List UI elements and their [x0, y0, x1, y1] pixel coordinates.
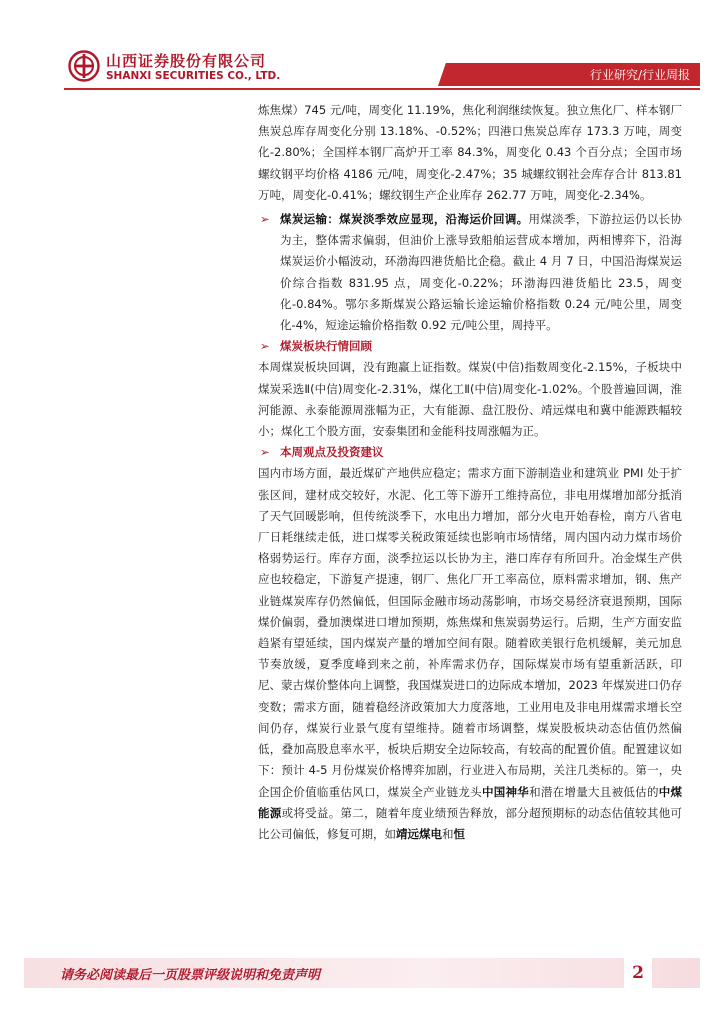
section-market-text: 本周煤炭板块回调，没有跑赢上证指数。煤炭(中信)指数周变化-2.15%，子板块中煤炭采选Ⅱ(中信)周变化-2.31%，煤化工Ⅱ(中信)周变化-1.02%。个股普遍回调，淮河能源、永泰能源周涨幅为正，大有能源、盘江股份、靖远煤电和冀中能源跌幅较小；煤化工个股方面，安泰集团和金能科技周涨幅为正。	[258, 360, 682, 439]
header-divider	[64, 88, 700, 90]
page-footer	[0, 950, 724, 994]
view-text-c: 或将受益。第二，随着年度业绩预告释放，部分超预期标的动态估值较其他可比公司偏低，修复可期，如	[258, 805, 683, 841]
section-transport	[258, 209, 682, 336]
paragraph-coking: 炼焦煤）745 元/吨，周变化 11.19%，焦化利润继续恢复。独立焦化厂、样本钢厂焦炭总库存周变化分别 13.18%、-0.52%；四港口焦炭总库存 173.3 万吨，周变化-2.80%；全国样本钢厂高炉开工率 84.3%，周变化 0.43 个百分点；全国市场螺纹钢平均价格 4186 元/吨，周变化-2.47%；35 城螺纹钢社会库存合计 813.81 万吨，周变化-0.41%；螺纹钢生产企业库存 262.77 万吨，周变化-2.34%。	[258, 103, 682, 202]
section-market-title: 煤炭板块行情回顾	[280, 339, 372, 354]
report-category: 行业研究/行业周报	[589, 68, 690, 82]
arrow-bullet-icon: ➢	[260, 212, 270, 227]
section-market-heading	[258, 336, 682, 357]
view-text-b: 和潜在增量大且被低估的	[529, 784, 659, 799]
arrow-bullet-icon: ➢	[260, 445, 270, 460]
keyword-jingyuan: 靖远煤电	[396, 826, 442, 841]
section-transport-lead: 煤炭运输：煤炭淡季效应显现，沿海运价回调。	[280, 212, 529, 227]
report-body	[258, 100, 682, 845]
view-text-d: 和	[442, 826, 454, 841]
shanxi-securities-logo-icon	[68, 50, 100, 82]
page-number: 2	[624, 958, 652, 988]
section-view-title: 本周观点及投资建议	[280, 445, 384, 460]
disclaimer-notice: 请务必阅读最后一页股票评级说明和免责声明	[60, 968, 321, 983]
section-view-text	[258, 463, 682, 845]
arrow-bullet-icon: ➢	[260, 339, 270, 354]
company-name-cn: 山西证券股份有限公司	[106, 52, 267, 70]
keyword-shenhua: 中国神华	[481, 784, 530, 799]
section-transport-text: 用煤淡季，下游拉运仍以长协为主，整体需求偏弱，但油价上涨导致船舶运营成本增加，两相博弈下，沿海煤炭运价小幅波动，环渤海四港货船比企稳。截止 4 月 7 日，中国沿海煤炭运价综合指数 831.95 点，周变化-0.22%；环渤海四港货船比 23.5，周变化-0.84%。鄂尔多斯煤炭公路运输长途运输价格指数 0.24 元/吨公里，周变化-4%，短途运输价格指数 0.92 元/吨公里，周持平。	[280, 212, 682, 333]
company-name-en: SHANXI SECURITIES CO., LTD.	[106, 70, 281, 82]
section-view-heading	[258, 442, 682, 463]
keyword-heng: 恒	[453, 826, 465, 841]
keyword-zhongmei: 中煤能源	[258, 784, 683, 820]
view-text-a: 国内市场方面，最近煤矿产地供应稳定；需求方面下游制造业和建筑业 PMI 处于扩张区间，建材成交较好，水泥、化工等下游开工维持高位，非电用煤增加部分抵消了天气回暖影响，但传统淡季下，水电出力增加，部分火电开始春检，南方八省电厂日耗继续走低，进口煤零关税政策延续也影响市场情绪，周内国内动力煤市场价格弱势运行。库存方面，淡季拉运以长协为主，港口库存有所回升。冶金煤生产供应也较稳定，下游复产提速，钢厂、焦化厂开工率高位，原料需求增加，钢、焦产业链煤炭库存仍然偏低，但国际金融市场动荡影响，市场交易经济衰退预期，国际煤价偏弱，叠加澳煤进口增加预期，炼焦煤和焦炭弱势运行。后期，生产方面安监趋紧有望延续，国内煤炭产量的增加空间有限。随着欧美银行危机缓解，美元加息节奏放缓，夏季度峰到来之前，补库需求仍存，国际煤炭市场有望重新活跃，印尼、蒙古煤价整体向上调整，我国煤炭进口的边际成本增加，2023 年煤炭进口仍存变数；需求方面，随着稳经济政策加大力度落地，工业用电及非电用煤需求增长空间仍存，煤炭行业景气度有望维持。随着市场调整，煤炭股板块动态估值仍然偏低，叠加高股息率水平，板块后期安全边际较高，有较高的配置价值。配置建议如下：预计 4-5 月份煤炭价格博弈加剧，行业进入布局期，关注几类标的。第一，央企国企价值临重估风口，煤炭全产业链龙头	[258, 466, 682, 799]
page-header	[0, 0, 724, 96]
